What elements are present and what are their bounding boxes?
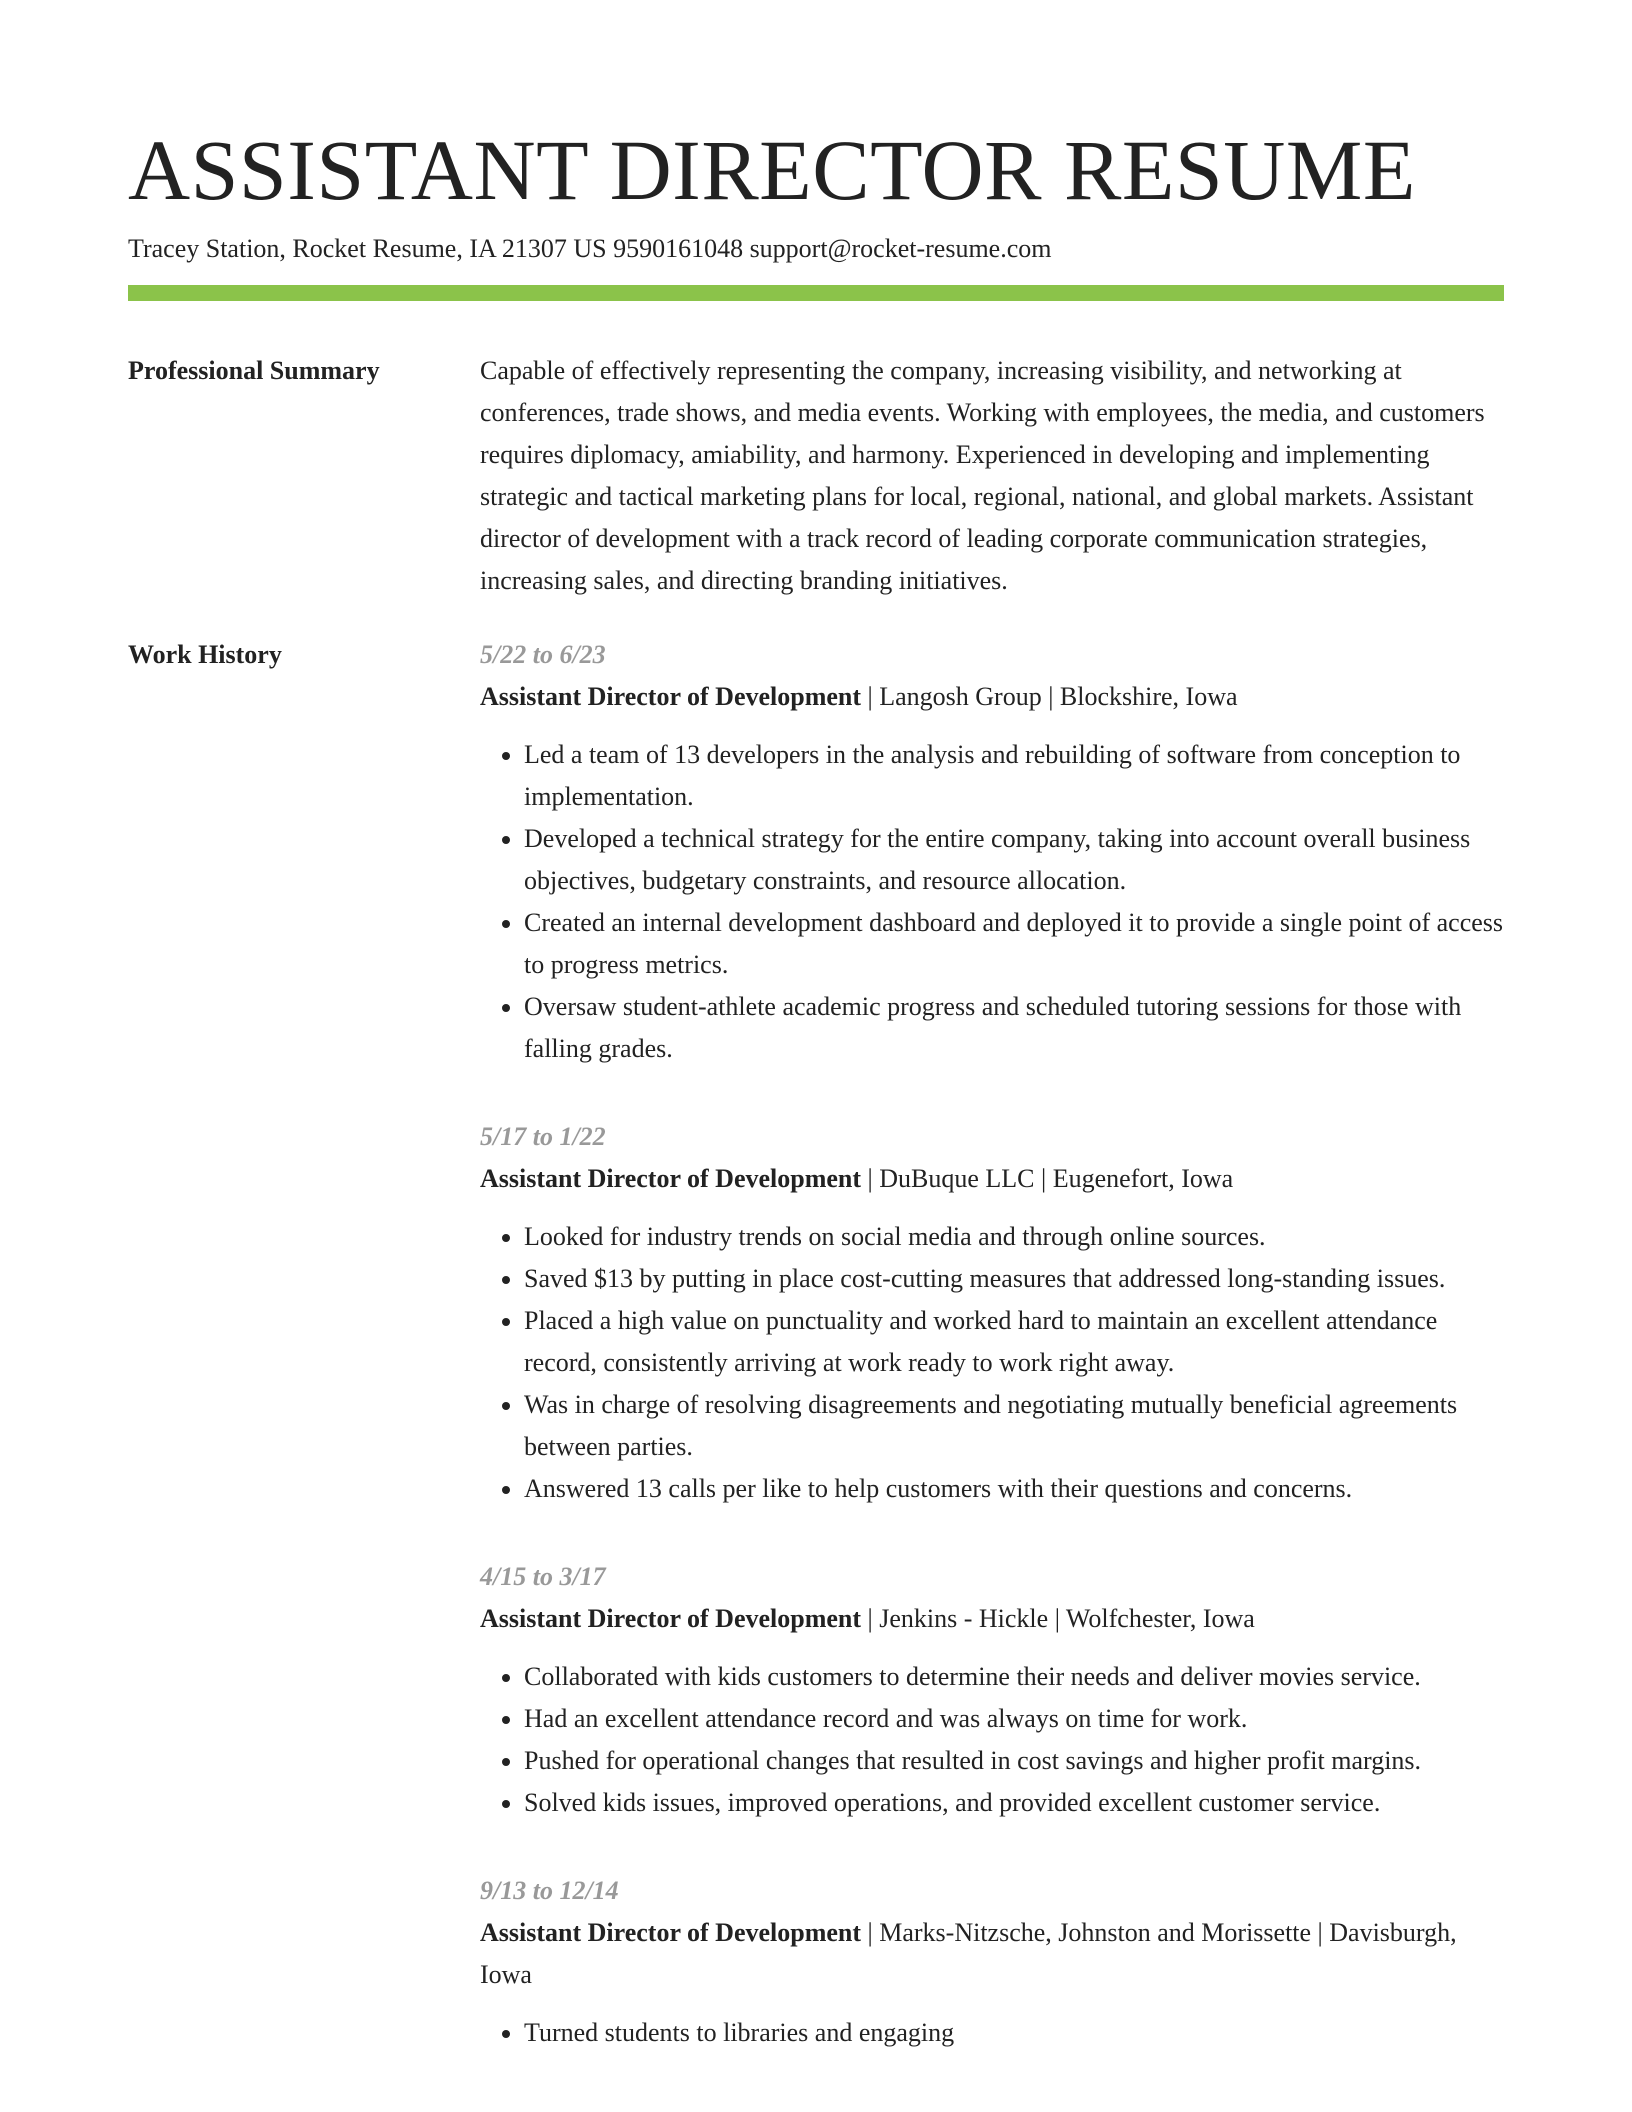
job-bullets	[480, 734, 1504, 1070]
job-header	[480, 1912, 1504, 1996]
job-entry	[480, 634, 1504, 1070]
job-bullet: • Solved kids issues, improved operations, and provided excellent customer service.	[524, 1782, 1504, 1824]
job-details: | Langosh Group | Blockshire, Iowa	[861, 682, 1238, 711]
job-date: 4/15 to 3/17	[480, 1562, 606, 1591]
job-bullet: • Developed a technical strategy for the entire company, taking into account overall business objectives, budgetary constraints, and resource allocation.	[524, 818, 1504, 902]
job-bullet: • Pushed for operational changes that resulted in cost savings and higher profit margins.	[524, 1740, 1504, 1782]
job-details: | Jenkins - Hickle | Wolfchester, Iowa	[861, 1604, 1255, 1633]
job-bullet: • Oversaw student-athlete academic progress and scheduled tutoring sessions for those with falling grades.	[524, 986, 1504, 1070]
job-header	[480, 1158, 1504, 1200]
job-title: Assistant Director of Development	[480, 1604, 862, 1633]
job-title: Assistant Director of Development	[480, 1918, 862, 1947]
job-bullets	[480, 1216, 1504, 1510]
summary-text: Capable of effectively representing the company, increasing visibility, and networking at conferences, trade shows, and media events. Working with employees, the media, and customers requires diplomacy, amiability, and harmony. Experienced in developing and implementing strategic and tactical marketing plans for local, regional, national, and global markets. Assistant director of development with a track record of leading corporate communication strategies, increasing sales, and directing branding initiatives.	[480, 356, 1485, 595]
job-bullet: • Placed a high value on punctuality and worked hard to maintain an excellent attendance record, consistently arriving at work ready to work right away.	[524, 1300, 1504, 1384]
job-bullet: • Had an excellent attendance record and was always on time for work.	[524, 1698, 1504, 1740]
job-bullet: • Looked for industry trends on social media and through online sources.	[524, 1216, 1504, 1258]
professional-summary	[480, 350, 1504, 602]
job-details: | DuBuque LLC | Eugenefort, Iowa	[861, 1164, 1234, 1193]
job-header	[480, 1598, 1504, 1640]
work-history-label: Work History	[128, 640, 282, 669]
job-entry	[480, 1116, 1504, 1510]
header-divider	[128, 285, 1504, 301]
job-bullet: • Answered 13 calls per like to help customers with their questions and concerns.	[524, 1468, 1504, 1510]
job-bullet: • Collaborated with kids customers to determine their needs and deliver movies service.	[524, 1656, 1504, 1698]
job-bullet: • Was in charge of resolving disagreements and negotiating mutually beneficial agreements between parties.	[524, 1384, 1504, 1468]
job-bullet: • Created an internal development dashboard and deployed it to provide a single point of access to progress metrics.	[524, 902, 1504, 986]
job-bullet: • Led a team of 13 developers in the analysis and rebuilding of software from conception to implementation.	[524, 734, 1504, 818]
job-date: 5/17 to 1/22	[480, 1122, 606, 1151]
job-bullet: • Turned students to libraries and engaging	[524, 2012, 1504, 2054]
contact-line: Tracey Station, Rocket Resume, IA 21307 US 9590161048 support@rocket-resume.com	[128, 234, 1052, 263]
job-title: Assistant Director of Development	[480, 682, 862, 711]
job-date: 9/13 to 12/14	[480, 1876, 619, 1905]
job-header	[480, 676, 1504, 718]
work-history	[480, 634, 1504, 2100]
job-entry	[480, 1556, 1504, 1824]
job-bullets	[480, 2012, 1504, 2054]
professional-summary-label: Professional Summary	[128, 356, 380, 385]
resume-title: ASSISTANT DIRECTOR RESUME	[128, 122, 1416, 218]
job-bullet: • Saved $13 by putting in place cost-cutting measures that addressed long-standing issues.	[524, 1258, 1504, 1300]
job-entry	[480, 1870, 1504, 2054]
job-date: 5/22 to 6/23	[480, 640, 606, 669]
job-title: Assistant Director of Development	[480, 1164, 862, 1193]
job-details: | Marks-Nitzsche, Johnston and Morissette | Davisburgh, Iowa	[480, 1918, 1457, 1989]
job-bullets	[480, 1656, 1504, 1824]
